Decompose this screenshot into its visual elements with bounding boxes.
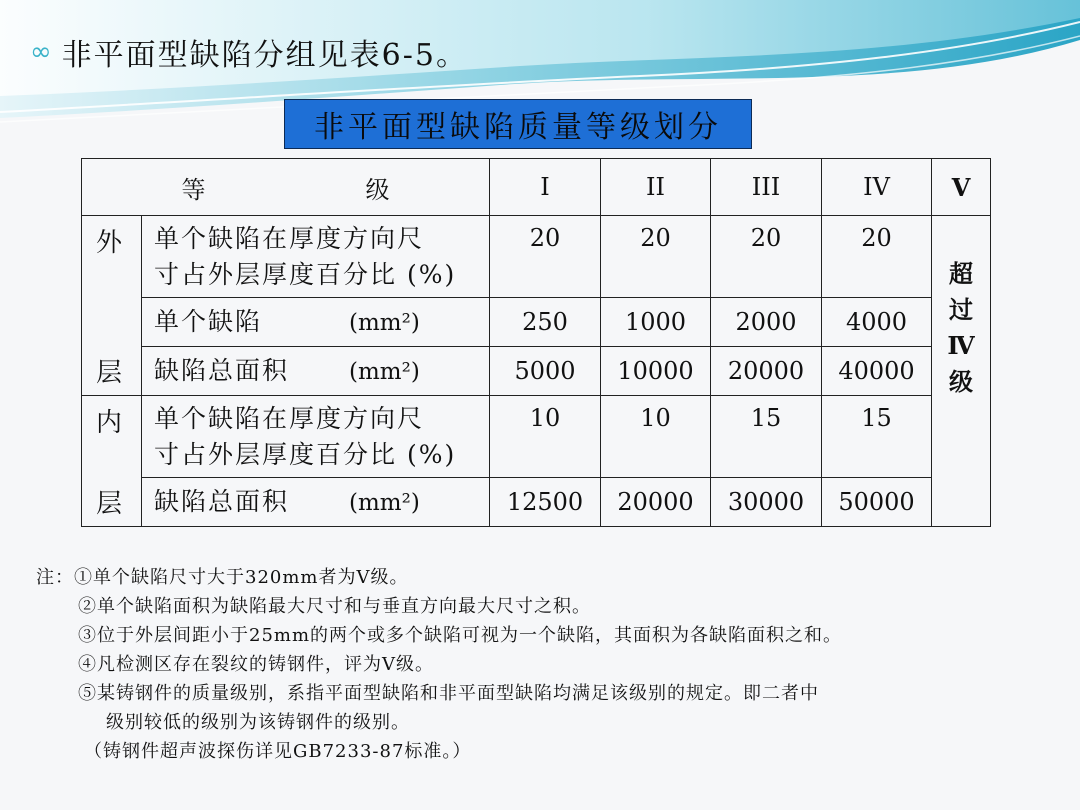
value-cell: 10 xyxy=(490,396,601,478)
row-description-line-1: 单个缺陷在厚度方向尺 xyxy=(154,403,425,433)
row-description-line-1: 单个缺陷在厚度方向尺 xyxy=(154,223,425,253)
grade-header-char-1: 等 xyxy=(181,175,206,204)
table-row xyxy=(82,216,991,298)
inner-layer-label-top: 内 xyxy=(96,408,123,438)
infinity-bullet-icon: ∞ xyxy=(30,37,54,67)
level-header-1: I xyxy=(490,159,601,216)
row-unit: (mm²) xyxy=(349,358,420,385)
table-row xyxy=(82,396,991,478)
value-cell: 15 xyxy=(711,396,822,478)
row-description xyxy=(142,396,490,478)
value-cell: 4000 xyxy=(822,298,932,347)
row-description xyxy=(142,347,490,396)
note-reference: （铸钢件超声波探伤详见GB7233-87标准。） xyxy=(84,741,472,762)
table-row xyxy=(82,347,991,396)
notes-block xyxy=(36,563,842,766)
grade-table xyxy=(81,158,991,527)
note-1: 注：①单个缺陷尺寸大于320mm者为Ⅴ级。 xyxy=(36,567,409,588)
row-description xyxy=(142,478,490,527)
table-row xyxy=(82,478,991,527)
inner-layer-label-cell xyxy=(82,396,142,527)
row-unit: (mm²) xyxy=(349,489,420,516)
value-cell: 50000 xyxy=(822,478,932,527)
value-cell: 40000 xyxy=(822,347,932,396)
row-description-line-2: 寸占外层厚度百分比 (%) xyxy=(154,259,457,289)
value-cell: 20 xyxy=(490,216,601,298)
note-5: ⑤某铸钢件的质量级别，系指平面型缺陷和非平面型缺陷均满足该级别的规定。即二者中 xyxy=(78,683,819,704)
table-header-row xyxy=(82,159,991,216)
grade-header-char-2: 级 xyxy=(365,175,390,204)
level-header-2: II xyxy=(601,159,711,216)
value-cell: 15 xyxy=(822,396,932,478)
row-description xyxy=(142,298,490,347)
row-description-text: 单个缺陷 xyxy=(154,306,263,336)
row-description-line-2: 寸占外层厚度百分比 (%) xyxy=(154,439,457,469)
v-note-char-1: 超 xyxy=(949,259,973,288)
slide-title-line xyxy=(30,30,468,74)
outer-layer-label-cell xyxy=(82,216,142,396)
grade-header-cell xyxy=(82,159,490,216)
row-unit: (mm²) xyxy=(349,309,420,336)
value-cell: 1000 xyxy=(601,298,711,347)
table-title-box: 非平面型缺陷质量等级划分 xyxy=(284,99,752,149)
v-note-char-3: Ⅳ xyxy=(947,331,975,360)
value-cell: 2000 xyxy=(711,298,822,347)
value-cell: 20 xyxy=(601,216,711,298)
value-cell: 30000 xyxy=(711,478,822,527)
value-cell: 5000 xyxy=(490,347,601,396)
note-3: ③位于外层间距小于25mm的两个或多个缺陷可视为一个缺陷，其面积为各缺陷面积之和。 xyxy=(78,625,843,646)
v-note-char-4: 级 xyxy=(949,367,973,396)
v-note-char-2: 过 xyxy=(949,295,973,324)
table-row xyxy=(82,298,991,347)
outer-layer-label-bottom: 层 xyxy=(96,358,123,388)
value-cell: 20 xyxy=(711,216,822,298)
outer-layer-label-top: 外 xyxy=(96,228,123,258)
level-v-note-cell xyxy=(932,216,991,527)
value-cell: 10 xyxy=(601,396,711,478)
slide-title: 非平面型缺陷分组见表6-5。 xyxy=(61,38,468,73)
value-cell: 20000 xyxy=(711,347,822,396)
value-cell: 12500 xyxy=(490,478,601,527)
note-2: ②单个缺陷面积为缺陷最大尺寸和与垂直方向最大尺寸之积。 xyxy=(78,596,591,617)
level-header-5: V xyxy=(932,159,991,216)
level-header-4: IV xyxy=(822,159,932,216)
row-description-text: 缺陷总面积 xyxy=(154,355,290,385)
note-5-continued: 级别较低的级别为该铸钢件的级别。 xyxy=(106,712,410,733)
value-cell: 20000 xyxy=(601,478,711,527)
value-cell: 250 xyxy=(490,298,601,347)
value-cell: 20 xyxy=(822,216,932,298)
note-4: ④凡检测区存在裂纹的铸钢件，评为Ⅴ级。 xyxy=(78,654,434,675)
level-header-3: III xyxy=(711,159,822,216)
row-description-text: 缺陷总面积 xyxy=(154,486,290,516)
inner-layer-label-bottom: 层 xyxy=(96,489,123,519)
row-description xyxy=(142,216,490,298)
value-cell: 10000 xyxy=(601,347,711,396)
